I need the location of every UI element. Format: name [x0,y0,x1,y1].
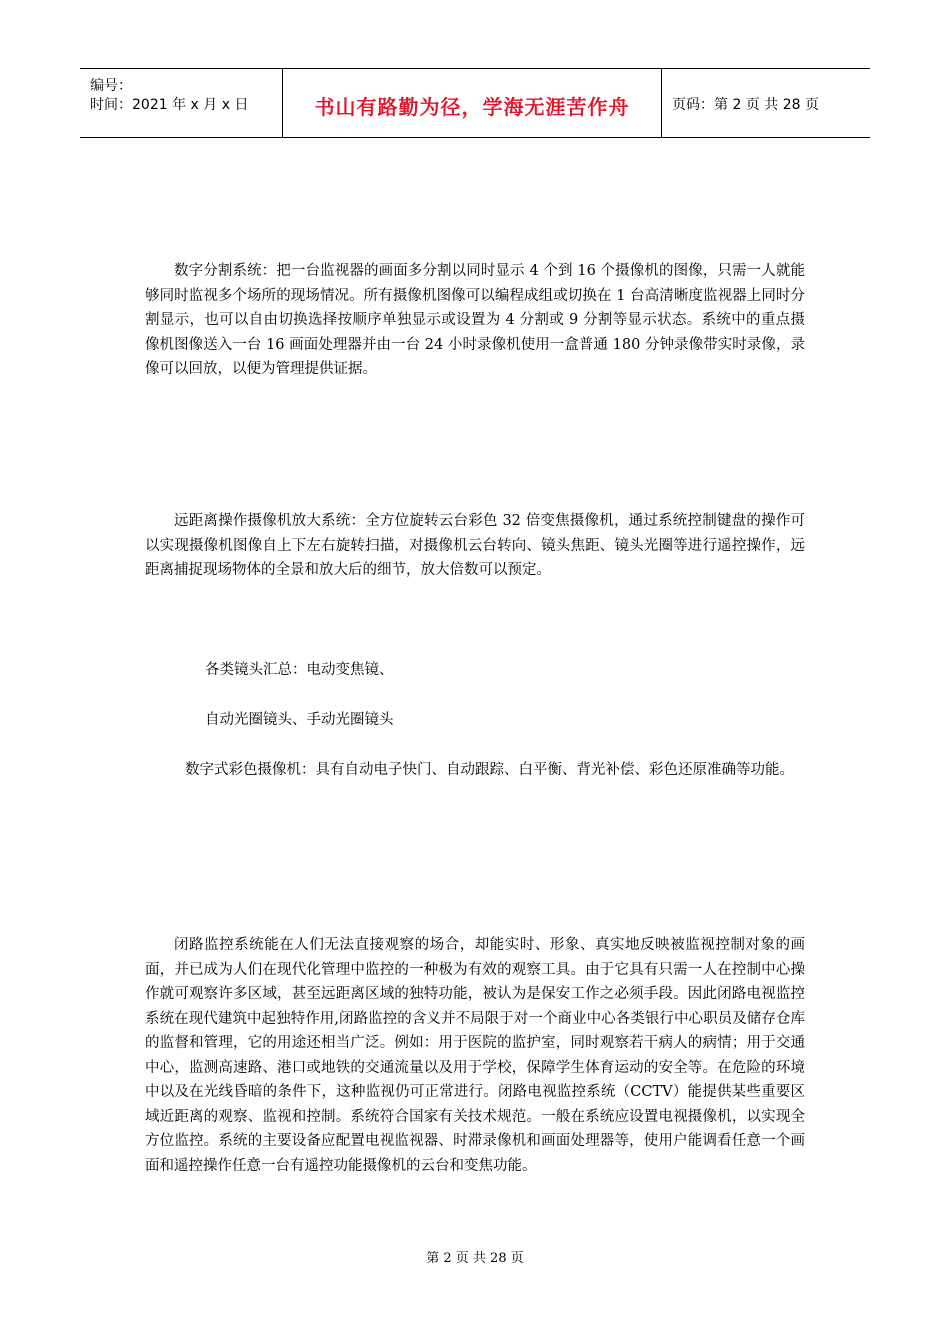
header-table [80,68,870,138]
document-number-label: 编号： [90,78,132,94]
document-date: 时间：2021 年 x 月 x 日 [90,97,249,113]
header-page-cell [662,69,870,137]
header-meta-cell [80,69,283,137]
paragraph-lens-types: 自动光圈镜头、手动光圈镜头 [205,712,394,728]
paragraph-digital-split-system: 数字分割系统：把一台监视器的画面多分割以同时显示 4 个到 16 个摄像机的图像，只需一人就能够同时监视多个场所的现场情况。所有摄像机图像可以编程成组或切换在 1 台高清晰度监视器上同时分割显示，也可以自由切换选择按顺序单独显示或设置为 4 分割或 9 分割等显示状态。系统中的重点摄像机图像送入一台 16 画面处理器并由一台 24 小时录像机使用一盒普通 180 分钟录像带实时录像，录像可以回放，以便为管理提供证据。 [145,263,805,377]
paragraph-lens-summary: 各类镜头汇总：电动变焦镜、 [205,662,394,678]
paragraph-cctv-overview: 闭路监控系统能在人们无法直接观察的场合，却能实时、形象、真实地反映被监视控制对象的画面，并已成为人们在现代化管理中监控的一种极为有效的观察工具。由于它具有只需一人在控制中心操作就可观察许多区域，甚至远距离区域的独特功能，被认为是保安工作之必须手段。因此闭路电视监控系统在现代建筑中起独特作用,闭路监控的含义并不局限于对一个商业中心各类银行中心职员及储存仓库的监督和管理，它的用途还相当广泛。例如：用于医院的监护室，同时观察若干病人的病情；用于交通中心，监测高速路、港口或地铁的交通流量以及用于学校，保障学生体育运动的安全等。在危险的环境中以及在光线昏暗的条件下，这种监视仍可正常进行。闭路电视监控系统（CCTV）能提供某些重要区域近距离的观察、监视和控制。系统符合国家有关技术规范。一般在系统应设置电视摄像机，以实现全方位监控。系统的主要设备应配置电视监视器、时滞录像机和画面处理器等，使用户能调看任意一个画面和遥控操作任意一台有遥控功能摄像机的云台和变焦功能。 [145,937,805,1174]
header-motto-cell [283,69,662,137]
header-page-info: 页码：第 2 页 共 28 页 [672,97,819,113]
page-footer: 第 2 页 共 28 页 [426,1251,524,1266]
header-motto: 书山有路勤为径，学海无涯苦作舟 [314,95,630,119]
paragraph-remote-camera-zoom: 远距离操作摄像机放大系统：全方位旋转云台彩色 32 倍变焦摄像机，通过系统控制键盘的操作可以实现摄像机图像自上下左右旋转扫描，对摄像机云台转向、镜头焦距、镜头光圈等进行遥控操作，远距离捕捉现场物体的全景和放大后的细节，放大倍数可以预定。 [145,513,805,578]
paragraph-digital-color-camera: 数字式彩色摄像机：具有自动电子快门、自动跟踪、白平衡、背光补偿、彩色还原准确等功能。 [185,762,794,778]
